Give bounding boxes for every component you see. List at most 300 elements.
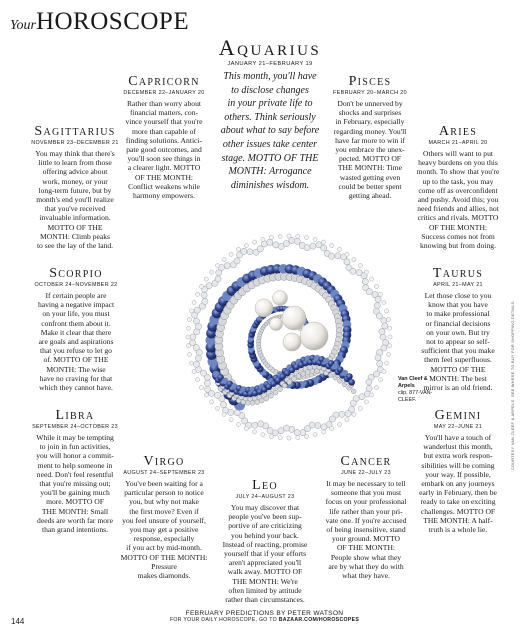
- sign-text-line: sibilities will be coming: [421, 460, 495, 470]
- sign-name: Leo: [252, 478, 278, 493]
- sign-text-line: you may get a positive: [129, 525, 199, 535]
- diamond-stone: [264, 396, 269, 401]
- sign-text-line: your way. If possible,: [425, 469, 491, 479]
- sign-text-line: This month, you'll have: [223, 71, 317, 82]
- diamond-stone: [301, 371, 306, 376]
- diamond-stone: [269, 235, 273, 239]
- sign-text-line: sufficient that you make: [421, 346, 495, 356]
- image-credit: [398, 376, 456, 404]
- diamond-stone: [385, 309, 389, 313]
- diamond-stone: [321, 424, 327, 430]
- diamond-stone: [330, 426, 334, 430]
- diamond-stone: [199, 385, 203, 389]
- diamond-stone: [258, 421, 264, 427]
- diamond-stone: [199, 284, 203, 288]
- diamond-stone: [379, 329, 385, 335]
- diamond-stone: [382, 300, 386, 304]
- diamond-stone: [195, 378, 199, 382]
- diamond-stone: [273, 390, 278, 395]
- sign-text-line: you behind your back.: [231, 530, 299, 540]
- diamond-stone: [382, 323, 388, 329]
- sign-text-line: offering advice about: [42, 167, 108, 177]
- header-title: HOROSCOPE: [35, 8, 190, 35]
- sign-text: [28, 291, 124, 392]
- diamond-stone: [204, 277, 208, 281]
- diamond-stone: [329, 253, 335, 259]
- diamond-stone: [193, 318, 199, 324]
- sign-text-line: of being insensitive, stand: [326, 525, 406, 535]
- sign-text-line: Pressure: [151, 561, 177, 571]
- credit-brand: Van Cleef &: [398, 376, 428, 382]
- diamond-stone: [229, 418, 233, 422]
- sign-text-line: Rather than worry about: [126, 99, 202, 108]
- pearl: [273, 291, 288, 306]
- sign-name: Taurus: [432, 266, 484, 281]
- sign-text-line: heavy burdens on you this: [418, 158, 498, 168]
- pearl: [282, 306, 306, 330]
- sign-text-line: aren't appreciated you'll: [228, 558, 302, 568]
- diamond-stone: [374, 302, 380, 308]
- sign-text-line: Conflict weakens while: [128, 181, 200, 191]
- diamond-stone: [269, 434, 273, 438]
- sign-text-line: know that you have: [428, 300, 488, 310]
- sign-text-line: not to appear so self-: [426, 337, 490, 347]
- sign-libra: [26, 408, 124, 534]
- diamond-stone: [296, 436, 300, 440]
- diamond-stone: [236, 422, 240, 426]
- diamond-stone: [359, 394, 365, 400]
- diamond-stone: [283, 241, 289, 247]
- diamond-stone: [304, 434, 308, 438]
- sign-text-line: Instead of reacting, promise: [222, 539, 308, 549]
- sign-text-line: your ground. MOTTO: [332, 534, 400, 544]
- diamond-stone: [350, 268, 356, 274]
- sign-text-line: work, money, or your: [42, 176, 108, 186]
- diamond-stone: [255, 400, 260, 405]
- diamond-stone: [321, 430, 325, 434]
- sign-text-line: people you've been sup-: [228, 512, 302, 522]
- sign-text-line: Others will want to put: [422, 149, 494, 158]
- page-number: 144: [11, 617, 25, 626]
- credit-line-2: CLEEF.: [398, 397, 417, 403]
- sign-text-line: response, especially: [133, 534, 195, 544]
- diamond-stone: [381, 318, 387, 324]
- sign-text: [318, 479, 414, 580]
- sign-text-line: rather than circumstances.: [225, 595, 305, 605]
- sign-text: [118, 99, 210, 200]
- sign-text-line: you'll soon see things in: [127, 154, 201, 164]
- sign-aries: [408, 124, 508, 250]
- sign-text-line: OF THE MONTH:: [134, 172, 194, 182]
- sign-virgo: [117, 454, 211, 580]
- pearl: [283, 333, 301, 351]
- sign-text-line: Success comes not from: [421, 231, 495, 241]
- diamond-stone: [192, 369, 196, 373]
- diamond-stone: [313, 433, 317, 437]
- diamond-stone: [278, 436, 282, 440]
- sign-text-line: more. MOTTO OF: [46, 497, 104, 507]
- sign-text-line: confront them about it.: [41, 318, 111, 328]
- diamond-stone: [222, 412, 226, 416]
- sign-text-line: Make it clear that there: [40, 327, 112, 337]
- sign-dates: MAY 22–JUNE 21: [433, 424, 483, 430]
- sign-text-line: People show what they: [330, 552, 402, 562]
- sign-text-line: than grand intentions.: [41, 525, 108, 535]
- diamond-stone: [215, 276, 221, 282]
- sign-dates: DECEMBER 22–JANUARY 20: [123, 90, 205, 96]
- sign-text-line: stage. MOTTO OF THE: [221, 152, 319, 164]
- sign-text-line: you'll be gaining much: [40, 488, 110, 498]
- sign-text-line: OF THE MONTH:: [336, 543, 396, 553]
- diamond-stone: [201, 370, 207, 376]
- footer-line-2a: FOR YOUR DAILY HOROSCOPE, GO TO: [169, 617, 279, 623]
- diamond-stone: [296, 374, 301, 379]
- sign-text-line: MOTTO OF THE: [47, 222, 103, 232]
- sign-dates: APRIL 21–MAY 21: [433, 282, 483, 288]
- sign-aquarius: [200, 36, 340, 192]
- sign-text-line: ment to help someone in: [37, 460, 113, 470]
- sign-text-line: shocks and surprises: [338, 108, 402, 118]
- sign-text: [26, 149, 124, 250]
- sign-text-line: vince yourself that you're: [125, 117, 203, 127]
- diamond-stone: [269, 393, 274, 398]
- sign-text-line: You've been waiting for a: [125, 479, 203, 488]
- diamond-stone: [186, 326, 190, 330]
- diamond-stone: [252, 430, 256, 434]
- sign-text-line: makes diamonds.: [137, 571, 191, 581]
- sign-text-line: you feel unsure of yourself,: [122, 515, 206, 525]
- diamond-stone: [339, 411, 345, 417]
- diamond-stone: [364, 270, 368, 274]
- diamond-stone: [278, 234, 282, 238]
- sign-text-line: life rather than your pri-: [329, 506, 403, 516]
- sign-scorpio: [28, 266, 124, 392]
- sign-text-line: You may discover that: [230, 503, 300, 512]
- sign-text-line: month. To show that you're: [416, 167, 500, 177]
- sign-name: Capricorn: [128, 74, 200, 89]
- diamond-stone: [305, 370, 310, 375]
- diamond-stone: [386, 352, 390, 356]
- diamond-stone: [234, 258, 240, 264]
- sign-name: Virgo: [143, 454, 185, 469]
- diamond-stone: [330, 243, 334, 247]
- sign-text-line: of. MOTTO OF THE: [43, 355, 109, 365]
- diamond-stone: [388, 344, 392, 348]
- footer-line-1: FEBRUARY PREDICTIONS BY PETER WATSON: [185, 610, 344, 617]
- diamond-stone: [210, 270, 214, 274]
- diamond-stone: [261, 237, 265, 241]
- sign-gemini: [410, 408, 506, 534]
- diamond-stone: [287, 436, 291, 440]
- diamond-stone: [202, 298, 208, 304]
- sign-text-line: harmony empowers.: [133, 191, 195, 201]
- diamond-stone: [388, 335, 392, 339]
- sign-text-line: invaluable information.: [39, 213, 111, 223]
- sign-text-line: more than capable of: [132, 126, 196, 136]
- sign-text-line: other issues take center: [222, 138, 318, 150]
- sign-text-line: finding solutions. Antici-: [125, 135, 203, 145]
- diamond-stone: [278, 387, 283, 392]
- diamond-stone: [192, 300, 196, 304]
- page-header: [10, 8, 189, 36]
- sign-text-line: MONTH: The wise: [46, 364, 106, 374]
- sign-text-line: It may be necessary to tell: [326, 479, 406, 488]
- diamond-stone: [222, 258, 226, 262]
- sign-text-line: need friends and allies, not: [417, 204, 499, 214]
- sign-text: [117, 479, 211, 580]
- sign-text-line: long-term future, but by: [38, 185, 112, 195]
- sign-text-line: diminishes wisdom.: [230, 179, 310, 191]
- diamond-stone: [195, 324, 201, 330]
- diamond-stone: [345, 418, 349, 422]
- footer-line-2: [0, 617, 529, 623]
- sign-text-line: MONTH: Arrogance: [228, 166, 312, 178]
- diamond-stone: [370, 393, 374, 397]
- sign-text-line: wasted getting even: [339, 172, 401, 182]
- diamond-stone: [190, 334, 196, 340]
- sign-text: [218, 503, 312, 604]
- diamond-stone: [187, 317, 191, 321]
- diamond-stone: [216, 406, 220, 410]
- sign-text-line: MOTTO OF THE: [430, 364, 486, 374]
- sign-text-line: If certain people are: [45, 291, 107, 300]
- diamond-stone: [229, 252, 233, 256]
- diamond-stone: [210, 400, 214, 404]
- sign-text-line: month's end you'll realize: [36, 195, 114, 205]
- diamond-stone: [382, 369, 386, 373]
- diamond-stone: [204, 393, 208, 397]
- diamond-stone: [195, 355, 201, 361]
- diamond-stone: [267, 428, 273, 434]
- sign-name: Libra: [55, 408, 95, 423]
- sign-text-line: in your private life to: [227, 98, 313, 110]
- diamond-stone: [388, 326, 392, 330]
- diamond-stone: [352, 412, 356, 416]
- sign-text-line: regarding money. You'll: [333, 126, 407, 136]
- sign-text-line: have no craving for that: [39, 373, 113, 383]
- diamond-stone: [335, 253, 341, 259]
- diamond-stone: [220, 402, 226, 408]
- diamond-stone: [364, 400, 368, 404]
- sign-text-line: the first move? Even if: [129, 506, 199, 516]
- sign-text-line: to join in fun activities,: [39, 442, 111, 452]
- sign-text-line: are by what they do with: [328, 561, 404, 571]
- diamond-stone: [294, 430, 300, 436]
- diamond-stone: [257, 246, 263, 252]
- diamond-stone: [378, 292, 382, 296]
- sign-text-line: to see the lay of the land.: [36, 241, 114, 251]
- diamond-stone: [186, 344, 190, 348]
- sign-text-line: challenges. MOTTO OF: [420, 506, 496, 516]
- sign-text-line: portive of are criticizing: [228, 521, 302, 531]
- sign-text-line: having a negative impact: [37, 300, 115, 310]
- sign-text: [324, 99, 416, 200]
- diamond-stone: [287, 380, 292, 385]
- sign-text-line: about what to say before: [220, 125, 320, 137]
- sign-text-line: critics and rivals. MOTTO: [417, 213, 499, 223]
- sign-text-line: ready to take on exciting: [420, 497, 496, 507]
- sign-text-line: or financial decisions: [425, 318, 491, 328]
- sign-text-line: focus on your professional: [325, 497, 407, 507]
- sign-text-line: mirror is an old friend.: [423, 383, 493, 393]
- diamond-stone: [377, 361, 383, 367]
- sign-text-line: them feel superfluous.: [424, 355, 492, 365]
- jewelry-clip-image: [176, 224, 402, 450]
- sign-text-line: come off as overconfident: [418, 185, 498, 195]
- sign-text-line: pate good outcomes, and: [126, 145, 202, 155]
- sign-text-line: embark on any journeys: [421, 479, 495, 489]
- sign-text-line: are goals and aspirations: [38, 337, 114, 347]
- diamond-stone: [287, 234, 291, 238]
- header-your: Your: [10, 18, 36, 33]
- diamond-stone: [321, 240, 325, 244]
- sign-text-line: MONTH: Climb peaks: [39, 231, 111, 241]
- pearl: [255, 299, 273, 317]
- diamond-stone: [304, 245, 310, 251]
- sign-text-line: which they cannot have.: [39, 383, 113, 393]
- diamond-stone: [282, 383, 287, 388]
- diamond-stone: [345, 411, 351, 417]
- diamond-stone: [315, 422, 321, 428]
- diamond-stone: [267, 239, 273, 245]
- diamond-stone: [193, 361, 199, 367]
- sign-text-line: that you're missing out;: [39, 479, 111, 489]
- sign-text-line: in February, especially: [335, 117, 405, 127]
- diamond-stone: [189, 361, 193, 365]
- diamond-stone: [259, 398, 264, 403]
- diamond-stone: [247, 249, 253, 255]
- diamond-stone: [351, 389, 356, 394]
- sign-text-line: truth is a whole lie.: [428, 525, 488, 535]
- diamond-stone: [375, 296, 381, 302]
- diamond-stone: [252, 240, 256, 244]
- diamond-stone: [362, 279, 368, 285]
- diamond-stone: [194, 307, 200, 313]
- sign-text-line: you will honor a commit-: [36, 451, 114, 461]
- diamond-stone: [366, 379, 372, 385]
- page-footer: [0, 610, 529, 623]
- diamond-stone: [304, 235, 308, 239]
- diamond-stone: [310, 243, 316, 249]
- sign-dates: JULY 24–AUGUST 23: [235, 494, 295, 500]
- diamond-stone: [381, 345, 387, 351]
- sign-text-line: a clearer light. MOTTO: [127, 163, 201, 173]
- jewel-stones: [186, 234, 392, 440]
- diamond-stone: [366, 289, 372, 295]
- diamond-stone: [373, 371, 379, 377]
- sign-text-line: you embrace the unex-: [335, 145, 405, 155]
- diamond-stone: [296, 234, 300, 238]
- sign-text: [410, 433, 506, 534]
- sign-text-line: Let those close to you: [424, 291, 492, 300]
- diamond-stone: [241, 248, 247, 254]
- sign-text-line: yourself that if your efforts: [223, 549, 307, 559]
- sign-text-line: deeds are worth far more: [37, 515, 113, 525]
- sign-pisces: [324, 74, 416, 200]
- diamond-stone: [205, 386, 211, 392]
- sign-text-line: THE MONTH: We're: [232, 576, 298, 586]
- diamond-stone: [376, 313, 382, 319]
- diamond-stone: [345, 252, 349, 256]
- sign-text-line: MOTTO OF THE MONTH:: [120, 552, 208, 562]
- sapphire-stone: [346, 373, 353, 380]
- diamond-stone: [352, 258, 356, 262]
- sign-text-line: to disclose changes: [231, 84, 309, 96]
- diamond-stone: [216, 264, 220, 268]
- sign-name: Scorpio: [49, 266, 103, 281]
- diamond-stone: [386, 317, 390, 321]
- diamond-stone: [375, 355, 381, 361]
- sign-text-line: and pushy. Avoid this; you: [417, 195, 499, 205]
- sign-text-line: what they have.: [342, 571, 390, 581]
- sign-text-line: to make professional: [426, 309, 490, 319]
- sign-text-line: if you act by mid-month.: [126, 543, 202, 553]
- diamond-stone: [204, 380, 210, 386]
- diamond-stone: [344, 259, 350, 265]
- diamond-stone: [370, 277, 374, 281]
- diamond-stone: [294, 238, 300, 244]
- diamond-stone: [186, 335, 190, 339]
- diamond-stone: [350, 400, 356, 406]
- sign-text-line: but extra work respon-: [423, 451, 493, 461]
- diamond-stone: [337, 247, 341, 251]
- sign-dates: SEPTEMBER 24–OCTOBER 23: [32, 424, 118, 430]
- sign-dates: FEBRUARY 20–MARCH 20: [333, 90, 407, 96]
- diamond-stone: [278, 428, 284, 434]
- sign-text-line: have far more to win if: [335, 135, 405, 145]
- sign-text-line: OF THE MONTH:: [428, 222, 488, 232]
- sign-text-line: You'll have a touch of: [424, 433, 492, 442]
- sign-cancer: [318, 454, 414, 580]
- diamond-stone: [261, 433, 265, 437]
- diamond-stone: [337, 422, 341, 426]
- diamond-stone: [234, 410, 240, 416]
- sign-text-line: pected. MOTTO OF: [338, 154, 402, 164]
- diamond-stone: [366, 385, 372, 391]
- sign-text-line: early in February, then be: [419, 488, 497, 498]
- diamond-stone: [201, 292, 207, 298]
- sign-leo: [218, 478, 312, 604]
- diamond-stone: [385, 361, 389, 365]
- sign-text-line: knowing but from doing.: [420, 241, 496, 251]
- sign-text-line: wanderlust this month,: [423, 442, 493, 452]
- sign-dates: NOVEMBER 23–DECEMBER 21: [31, 140, 119, 146]
- sign-text-line: Don't be unnerved by: [337, 99, 403, 108]
- diamond-stone: [313, 237, 317, 241]
- diamond-stone: [244, 243, 248, 247]
- sign-name: Aquarius: [218, 35, 322, 60]
- sign-capricorn: [118, 74, 210, 200]
- sign-text-line: up to the task, you may: [422, 176, 494, 186]
- sign-taurus: [410, 266, 506, 392]
- sign-text-line: THE MONTH: Time: [337, 163, 403, 173]
- credit-line-1: clip, 877-VAN-: [398, 390, 433, 396]
- sign-name: Aries: [438, 124, 478, 139]
- diamond-stone: [378, 378, 382, 382]
- sign-text-line: on your life, you must: [42, 309, 110, 319]
- sign-text-line: vate one. If you're accused: [325, 515, 407, 525]
- sign-text-line: While it may be tempting: [36, 433, 114, 442]
- sign-name: Cancer: [340, 454, 392, 469]
- sign-text-line: someone that you must: [330, 488, 402, 498]
- diamond-stone: [224, 263, 230, 269]
- sign-text-line: THE MONTH: A half-: [423, 515, 493, 525]
- diamond-stone: [252, 422, 258, 428]
- credit-brand-2: Arpels: [398, 383, 415, 389]
- sign-text-line: on your own. But try: [426, 327, 490, 337]
- diamond-stone: [358, 264, 362, 268]
- sign-text-line: that you've received: [44, 204, 106, 214]
